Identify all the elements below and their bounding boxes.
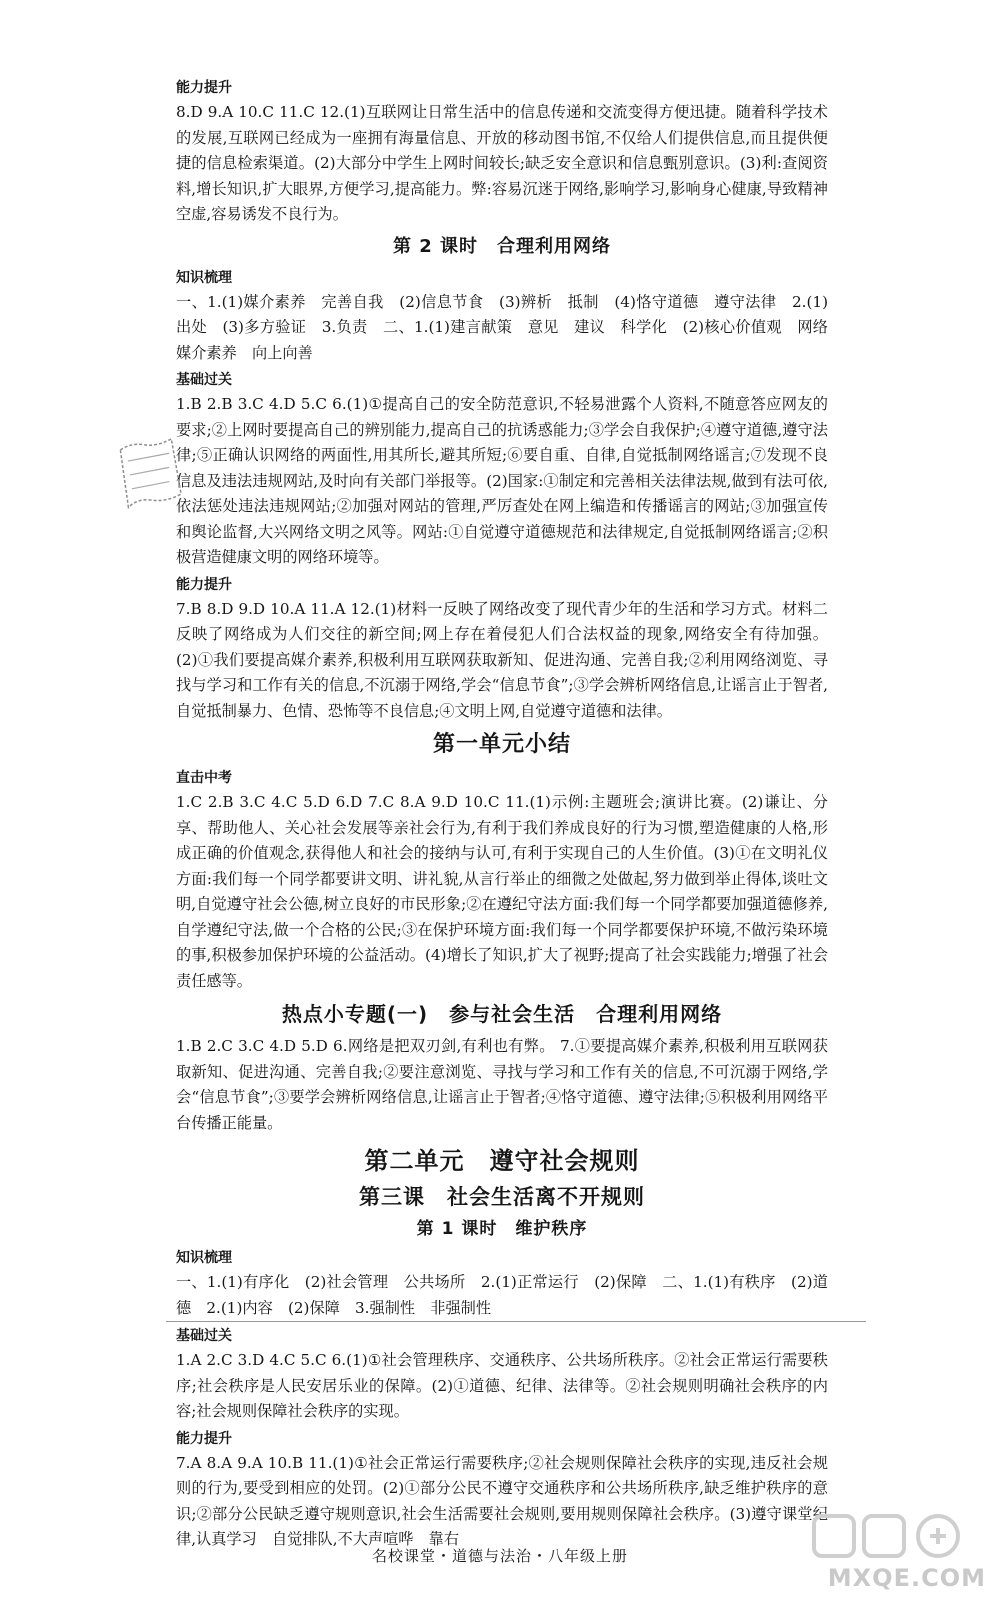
hot-topic-title: 热点小专题(一) 参与社会生活 合理利用网络 (281, 1002, 723, 1026)
answer-paragraph: 8.D 9.A 10.C 11.C 12.(1)互联网让日常生活中的信息传递和交流变得方便迅捷。随着科学技术的发展,互联网已经成为一座拥有海量信息、开放的移动图书馆,不仅给人们提供信息,而且提供便捷的信息检索渠道。(2)大部分中学生上网时间较长;缺乏安全意识和信息甄别意识。(3)利:查阅资料,增长知识,扩大眼界,方便学习,提高能力。弊:容易沉迷于网络,影响学习,影响身心健康,导致精神空虚,容易诱发不良行为。 (176, 103, 828, 223)
unit-summary-title: 第一单元小结 (432, 732, 571, 757)
answer-page (176, 74, 828, 1553)
answer-paragraph: 1.C 2.B 3.C 4.C 5.D 6.D 7.C 8.A 9.D 10.C 11.(1)示例:主题班会;演讲比赛。(2)谦让、分享、帮助他人、关心社会发展等亲社会行为,有利于我们养成良好的行为习惯,塑造健康的人格,形成正确的价值观念,获得他人和社会的接纳与认可,有利于实现自己的人生价值。(3)①在文明礼仪方面:我们每一个同学都要讲文明、讲礼貌,从言行举止的细微之处做起,努力做到举止得体,谈吐文明,自觉遵守社会公德,树立良好的市民形象;②在遵纪守法方面:我们每一个同学都要加强道德修养,自学遵纪守法,做一个合格的公民;③在保护环境方面:我们每一个同学都要保护环境,不做污染环境的事,积极参加保护环境的公益活动。(4)增长了知识,扩大了视野;提高了社会实践能力;增强了社会责任感等。 (176, 793, 828, 990)
stamp-mark (113, 434, 188, 514)
answer-paragraph: 7.A 8.A 9.A 10.B 11.(1)①社会正常运行需要秩序;②社会规则保障社会秩序的实现,违反社会规则的行为,要受到相应的处罚。(2)①部分公民不遵守交通秩序和公共场所秩序,缺乏维护秩序的意识;②部分公民缺乏遵守规则意识,社会生活需要社会规则,要用规则保障社会秩序。(3)遵守课堂纪律,认真学习 自觉排队,不大声喧哗 靠右 (176, 1453, 828, 1548)
answer-paragraph: 1.A 2.C 3.D 4.C 5.C 6.(1)①社会管理秩序、交通秩序、公共场所秩序。②社会正常运行需要秩序;社会秩序是人民安居乐业的保障。(2)①道德、纪律、法律等。②社会规则明确社会秩序的内容;社会规则保障社会秩序的实现。 (176, 1351, 828, 1420)
watermark-logo-icon (806, 1510, 992, 1570)
watermark-logo (806, 1510, 992, 1594)
answer-paragraph: 一、1.(1)媒介素养 完善自我 (2)信息节食 (3)辨析 抵制 (4)恪守道德 遵守法律 2.(1)出处 (3)多方验证 3.负责 二、1.(1)建言献策 意见 建议 科学化 (2)核心价值观 网络媒介素养 向上向善 (176, 292, 828, 362)
divider (166, 1321, 866, 1322)
page-footer: 名校课堂・道德与法治・八年级上册 (371, 1547, 628, 1565)
answer-paragraph: 7.B 8.D 9.D 10.A 11.A 12.(1)材料一反映了网络改变了现代青少年的生活和学习方式。材料二反映了网络成为人们交往的新空间;网上存在着侵犯人们合法权益的现象,网络安全有待加强。(2)①我们要提高媒介素养,积极利用互联网获取新知、促进沟通、完善自我;②利用网络浏览、寻找与学习和工作有关的信息,不沉溺于网络,学会“信息节食”;③学会辨析网络信息,让谣言止于智者,自觉抵制暴力、色情、恐怖等不良信息;④文明上网,自觉遵守道德和法律。 (176, 599, 828, 720)
answer-paragraph: 一、1.(1)有序化 (2)社会管理 公共场所 2.(1)正常运行 (2)保障 二、1.(1)有秩序 (2)道德 2.(1)内容 (2)保障 3.强制性 非强制性 (176, 1273, 828, 1317)
section-label-zhishi: 知识梳理 (176, 269, 232, 286)
lesson-title: 第 2 课时 合理利用网络 (392, 235, 612, 257)
section-label-nengli: 能力提升 (176, 80, 232, 96)
section-label-zhiji: 直击中考 (176, 770, 232, 786)
section-label-jichu: 基础过关 (176, 372, 232, 388)
section-label-nengli: 能力提升 (176, 576, 232, 593)
unit-title: 第二单元 遵守社会规则 (364, 1147, 640, 1175)
course-title: 第三课 社会生活离不开规则 (359, 1185, 645, 1209)
section-label-nengli: 能力提升 (176, 1430, 232, 1447)
section-label-jichu: 基础过关 (176, 1328, 232, 1344)
answer-paragraph: 1.B 2.C 3.C 4.D 5.D 6.网络是把双刃剑,有利也有弊。 7.①要提高媒介素养,积极利用互联网获取新知、促进沟通、完善自我;②要注意浏览、寻找与学习和工作有关的信息,不可沉溺于网络,学会“信息节食”;③要学会辨析网络信息,让谣言止于智者;④恪守道德、遵守法律;⑤积极利用网络平台传播正能量。 (176, 1037, 828, 1132)
watermark-text: MXQE.COM (827, 1564, 986, 1592)
answer-paragraph: 1.B 2.B 3.C 4.D 5.C 6.(1)①提高自己的安全防范意识,不轻易泄露个人资料,不随意答应网友的要求;②上网时要提高自己的辨别能力,提高自己的抗诱惑能力;③学会自我保护;④遵守道德,遵守法律;⑤正确认识网络的两面性,用其所长,避其所短;⑥要自重、自律,自觉抵制网络谣言;⑦发现不良信息及违法违规网站,及时向有关部门举报等。(2)国家:①制定和完善相关法律法规,做到有法可依,依法惩处违法违规网站;②加强对网站的管理,严厉查处在网上编造和传播谣言的网站;③加强宣传和舆论监督,大兴网络文明之风等。网站:①自觉遵守道德规范和法律规定,自觉抵制网络谣言;②积极营造健康文明的网络环境等。 (176, 395, 828, 566)
section-label-zhishi: 知识梳理 (176, 1250, 232, 1266)
period-title: 第 1 课时 维护秩序 (416, 1219, 588, 1239)
